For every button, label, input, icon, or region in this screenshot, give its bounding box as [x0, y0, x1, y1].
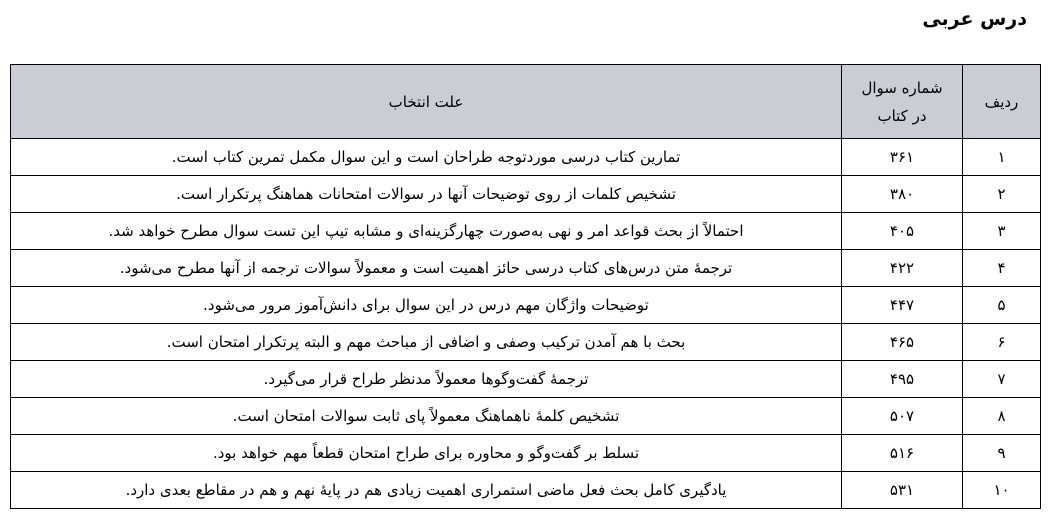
reason-text: ترجمهٔ متن درس‌های کتاب درسی حائز اهمیت است و معمولاً سوالات ترجمه از آنها مطرح می‌شود.	[11, 250, 842, 287]
table-row	[11, 398, 1041, 435]
row-number: ۱۰	[963, 472, 1041, 509]
question-number: ۵۳۱	[842, 472, 963, 509]
reason-text: احتمالاً از بحث قواعد امر و نهی به‌صورت چهارگزینه‌ای و مشابه تیپ این تست سوال مطرح خواهد شد.	[11, 213, 842, 250]
question-number: ۴۶۵	[842, 324, 963, 361]
questions-table	[10, 64, 1041, 509]
question-number: ۳۶۱	[842, 139, 963, 176]
row-number: ۸	[963, 398, 1041, 435]
reason-text: توضیحات واژگان مهم درس در این سوال برای دانش‌آموز مرور می‌شود.	[11, 287, 842, 324]
header-reason: علت انتخاب	[11, 65, 842, 139]
row-number: ۵	[963, 287, 1041, 324]
header-question-line2: در کتاب	[877, 106, 927, 125]
header-question-number	[842, 65, 963, 139]
table-row	[11, 250, 1041, 287]
reason-text: بحث با هم آمدن ترکیب وصفی و اضافی از مباحث مهم و البته پرتکرار امتحان است.	[11, 324, 842, 361]
reason-text: تشخیص کلمهٔ ناهماهنگ معمولاً پای ثابت سوالات امتحان است.	[11, 398, 842, 435]
row-number: ۱	[963, 139, 1041, 176]
table-row	[11, 213, 1041, 250]
question-number: ۵۱۶	[842, 435, 963, 472]
row-number: ۷	[963, 361, 1041, 398]
table-row	[11, 361, 1041, 398]
question-number: ۴۲۲	[842, 250, 963, 287]
table-row	[11, 435, 1041, 472]
question-number: ۴۹۵	[842, 361, 963, 398]
header-row-number: ردیف	[963, 65, 1041, 139]
row-number: ۴	[963, 250, 1041, 287]
page-title: درس عربی	[922, 8, 1027, 30]
table-row	[11, 287, 1041, 324]
row-number: ۳	[963, 213, 1041, 250]
table-header-row	[11, 65, 1041, 139]
row-number: ۹	[963, 435, 1041, 472]
reason-text: تسلط بر گفت‌وگو و محاوره برای طراح امتحان قطعاً مهم خواهد بود.	[11, 435, 842, 472]
table-row	[11, 472, 1041, 509]
question-number: ۴۰۵	[842, 213, 963, 250]
reason-text: ترجمهٔ گفت‌وگوها معمولاً مدنظر طراح قرار می‌گیرد.	[11, 361, 842, 398]
reason-text: تشخیص کلمات از روی توضیحات آنها در سوالات امتحانات هماهنگ پرتکرار است.	[11, 176, 842, 213]
table-row	[11, 139, 1041, 176]
table-row	[11, 176, 1041, 213]
row-number: ۶	[963, 324, 1041, 361]
header-question-line1: شماره سوال	[861, 78, 943, 97]
question-number: ۳۸۰	[842, 176, 963, 213]
question-number: ۵۰۷	[842, 398, 963, 435]
table-row	[11, 324, 1041, 361]
reason-text: یادگیری کامل بحث فعل ماضی استمراری اهمیت زیادی هم در پایهٔ نهم و هم در مقاطع بعدی دارد.	[11, 472, 842, 509]
reason-text: تمارین کتاب درسی موردتوجه طراحان است و این سوال مکمل تمرین کتاب است.	[11, 139, 842, 176]
question-number: ۴۴۷	[842, 287, 963, 324]
row-number: ۲	[963, 176, 1041, 213]
